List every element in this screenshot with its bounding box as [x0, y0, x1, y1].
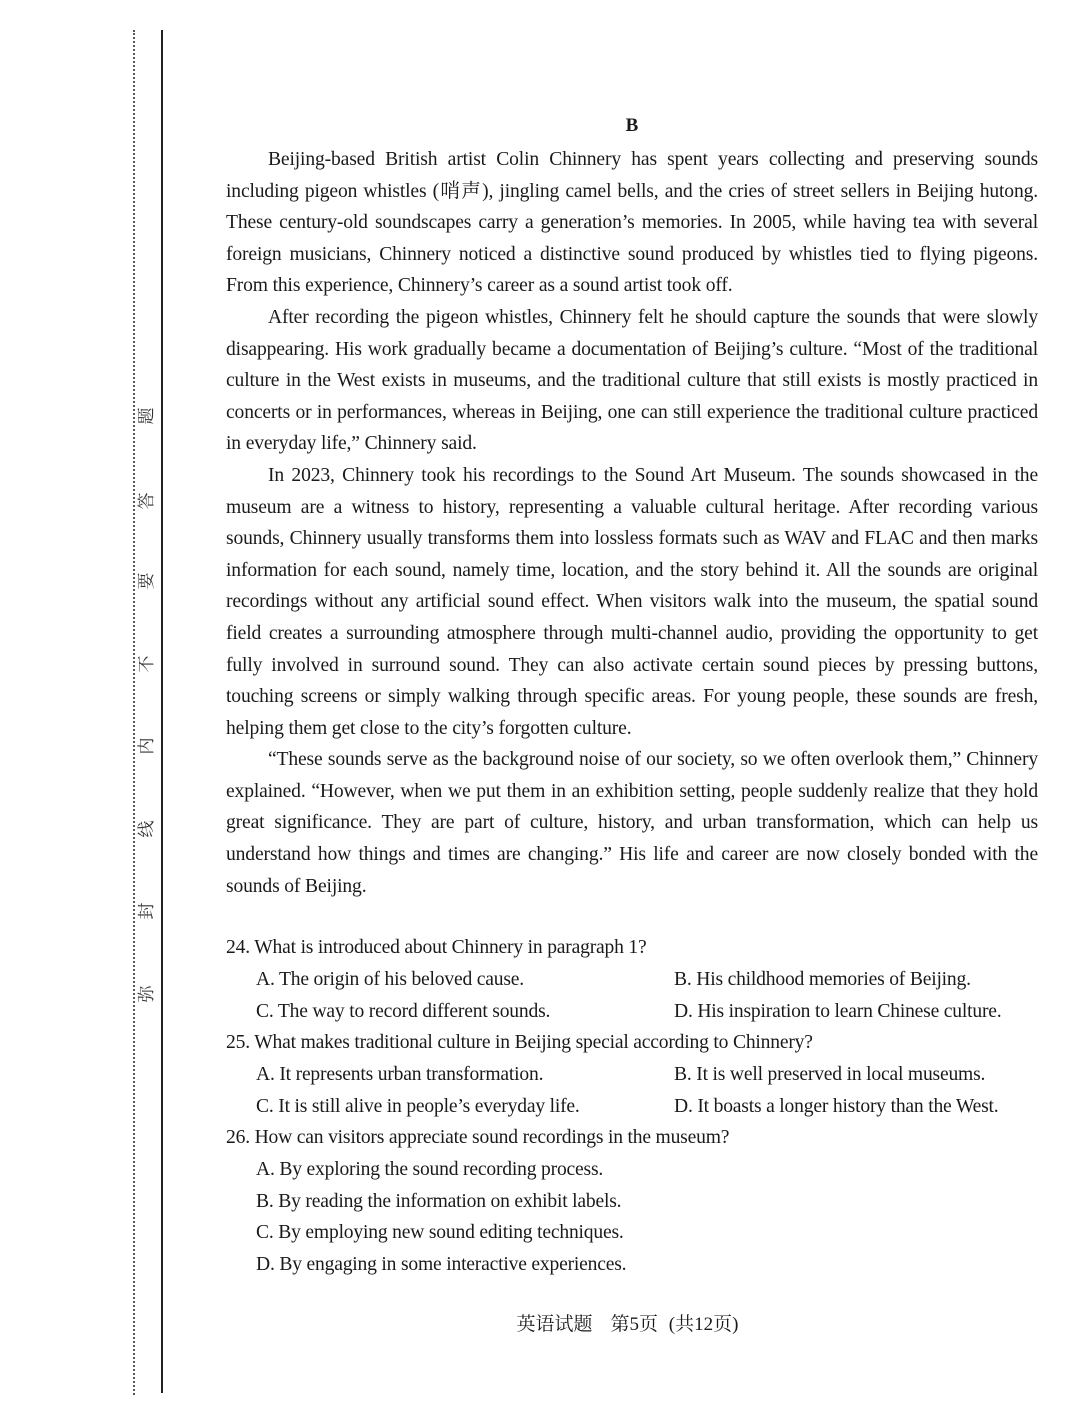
option-c: C. It is still alive in people’s everyday life. — [256, 1095, 580, 1117]
reading-passage — [226, 144, 1038, 902]
seal-char: 弥 — [137, 985, 157, 1003]
option-d: D. His inspiration to learn Chinese culture. — [674, 1000, 1002, 1022]
question-24 — [226, 932, 1038, 1027]
option-a: A. By exploring the sound recording process. — [256, 1159, 604, 1181]
exam-content — [226, 112, 1038, 1280]
question-stem: 24. What is introduced about Chinnery in paragraph 1? — [226, 937, 647, 959]
option-a: A. The origin of his beloved cause. — [256, 969, 524, 991]
seal-char: 封 — [137, 902, 157, 920]
seal-char: 题 — [137, 407, 157, 425]
option-d: D. By engaging in some interactive experiences. — [256, 1253, 627, 1275]
option-d: D. It boasts a longer history than the West. — [674, 1095, 999, 1117]
option-b: B. His childhood memories of Beijing. — [674, 969, 971, 991]
option-b: B. By reading the information on exhibit labels. — [256, 1190, 622, 1212]
passage-paragraph: “These sounds serve as the background noise of our society, so we often overlook them,” Chinnery explained. “However, when we put them in an exhibition setting, people suddenly realize that they hold great significance. They are part of culture, history, and urban transformation, which can help us understand how things and times are changing.” His life and career are now closely bonded with the sounds of Beijing. — [226, 749, 1038, 897]
seal-dotted-line — [133, 30, 135, 1395]
option-a: A. It represents urban transformation. — [256, 1064, 544, 1086]
page-footer — [0, 1311, 1080, 1339]
question-stem: 25. What makes traditional culture in Beijing special according to Chinnery? — [226, 1032, 813, 1054]
seal-char: 不 — [137, 655, 157, 673]
seal-char: 答 — [137, 492, 157, 510]
margin-border-line — [161, 30, 163, 1393]
question-26 — [226, 1122, 1038, 1280]
passage-paragraph: After recording the pigeon whistles, Chinnery felt he should capture the sounds that were slowly disappearing. His work gradually became a documentation of Beijing’s culture. “Most of the traditional culture in the West exists in museums, and the traditional culture that still exists is mostly practiced in concerts or in performances, whereas in Beijing, one can still experience the traditional culture practiced in everyday life,” Chinnery said. — [226, 306, 1038, 455]
passage-paragraph: Beijing-based British artist Colin Chinnery has spent years collecting and preserving sounds including pigeon whistles (哨声), jingling camel bells, and the cries of street sellers in Beijing hutong. These century-old soundscapes carry a generation’s memories. In 2005, while having tea with several foreign musicians, Chinnery noticed a distinctive sound produced by whistles tied to flying pigeons. From this experience, Chinnery’s career as a sound artist took off. — [226, 149, 1038, 297]
question-25 — [226, 1027, 1038, 1122]
footer-subject: 英语试题 — [516, 1314, 593, 1335]
passage-paragraph: In 2023, Chinnery took his recordings to the Sound Art Museum. The sounds showcased in the museum are a witness to history, representing a valuable cultural heritage. After recording various sounds, Chinnery usually transforms them into lossless formats such as WAV and FLAC and then marks information for each sound, namely time, location, and the story behind it. All the sounds are original recordings without any artificial sound effect. When visitors walk into the museum, the spatial sound field creates a surrounding atmosphere through multi-channel audio, providing the opportunity to get fully involved in surround sound. They can also activate certain sound pieces by pressing buttons, touching screens or simply walking through specific areas. For young people, these sounds are fresh, helping them get close to the city’s forgotten culture. — [226, 464, 1038, 739]
option-c: C. By employing new sound editing techniques. — [256, 1222, 624, 1244]
question-list — [226, 932, 1038, 1280]
section-title: B — [625, 115, 639, 136]
seal-char: 内 — [137, 737, 157, 755]
seal-char: 要 — [137, 572, 157, 590]
seal-char: 线 — [137, 820, 157, 838]
option-b: B. It is well preserved in local museums. — [674, 1064, 986, 1086]
option-c: C. The way to record different sounds. — [256, 1000, 551, 1022]
question-stem: 26. How can visitors appreciate sound recordings in the museum? — [226, 1127, 730, 1149]
footer-page-number: 第5页 (共12页) — [610, 1314, 739, 1335]
